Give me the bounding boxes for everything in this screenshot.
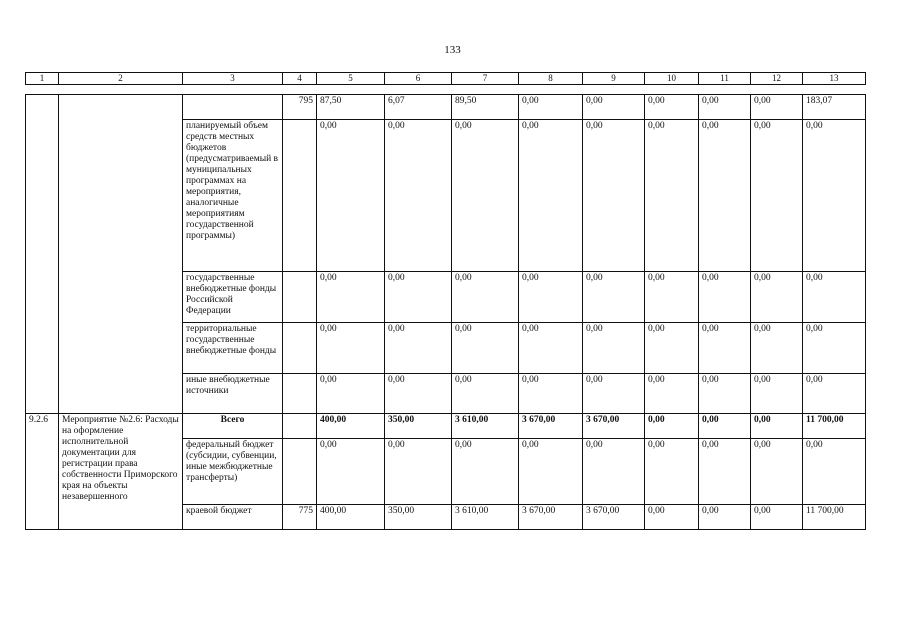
- cell-value: 0,00: [317, 323, 385, 374]
- cell-value: 0,00: [751, 505, 803, 530]
- cell-code: 795: [283, 95, 317, 120]
- cell-value: 11 700,00: [803, 414, 866, 439]
- cell-value: 0,00: [317, 120, 385, 272]
- cell-value: 0,00: [751, 95, 803, 120]
- cell-value: 0,00: [699, 439, 751, 505]
- cell-value: 0,00: [452, 120, 519, 272]
- cell-event: [59, 95, 183, 414]
- cell-value: 0,00: [645, 414, 699, 439]
- cell-value: 3 670,00: [583, 414, 645, 439]
- cell-value: 87,50: [317, 95, 385, 120]
- cell-value: 400,00: [317, 505, 385, 530]
- cell-value: 0,00: [645, 95, 699, 120]
- cell-value: 0,00: [385, 120, 452, 272]
- cell-value: 0,00: [803, 272, 866, 323]
- cell-value: 0,00: [645, 323, 699, 374]
- cell-value: 3 670,00: [519, 505, 583, 530]
- cell-value: 0,00: [317, 374, 385, 414]
- cell-value: 0,00: [645, 439, 699, 505]
- cell-value: 11 700,00: [803, 505, 866, 530]
- cell-value: 0,00: [751, 272, 803, 323]
- cell-value: 0,00: [699, 374, 751, 414]
- cell-value: 0,00: [583, 323, 645, 374]
- cell-value: 0,00: [803, 374, 866, 414]
- cell-source: федеральный бюджет (субсидии, субвенции, иные межбюджетные трансферты): [183, 439, 283, 505]
- cell-value: 0,00: [583, 120, 645, 272]
- cell-source: иные внебюджетные источники: [183, 374, 283, 414]
- column-header: 9: [583, 73, 645, 85]
- cell-value: 0,00: [583, 439, 645, 505]
- column-header: 6: [385, 73, 452, 85]
- cell-code: [283, 374, 317, 414]
- cell-value: 0,00: [751, 414, 803, 439]
- cell-value: 3 670,00: [583, 505, 645, 530]
- cell-value: 350,00: [385, 505, 452, 530]
- cell-number: 9.2.6: [26, 414, 59, 530]
- cell-value: 0,00: [452, 374, 519, 414]
- cell-value: 400,00: [317, 414, 385, 439]
- cell-value: 350,00: [385, 414, 452, 439]
- cell-value: 0,00: [385, 323, 452, 374]
- cell-value: 0,00: [385, 374, 452, 414]
- cell-value: 0,00: [519, 323, 583, 374]
- cell-value: 0,00: [751, 439, 803, 505]
- cell-value: 183,07: [803, 95, 866, 120]
- column-header: 10: [645, 73, 699, 85]
- cell-value: 0,00: [699, 95, 751, 120]
- cell-source: государственные внебюджетные фонды Российской Федерации: [183, 272, 283, 323]
- cell-value: 0,00: [751, 120, 803, 272]
- column-header: 8: [519, 73, 583, 85]
- cell-source: краевой бюджет: [183, 505, 283, 530]
- cell-value: 3 610,00: [452, 505, 519, 530]
- cell-value: 0,00: [699, 272, 751, 323]
- cell-source: [183, 95, 283, 120]
- cell-value: 0,00: [519, 374, 583, 414]
- cell-value: 0,00: [645, 374, 699, 414]
- column-header: 4: [283, 73, 317, 85]
- column-header-row: [26, 73, 866, 85]
- cell-source: планируемый объем средств местных бюджетов (предусматриваемый в муниципальных программах на мероприятия, аналогичные мероприятиям государственной программы): [183, 120, 283, 272]
- cell-value: 89,50: [452, 95, 519, 120]
- cell-value: 0,00: [645, 120, 699, 272]
- cell-code: [283, 120, 317, 272]
- cell-value: 0,00: [519, 120, 583, 272]
- cell-value: 0,00: [583, 374, 645, 414]
- cell-value: 0,00: [751, 323, 803, 374]
- cell-value: 0,00: [699, 323, 751, 374]
- cell-code: [283, 439, 317, 505]
- cell-value: 0,00: [452, 272, 519, 323]
- cell-value: 0,00: [803, 439, 866, 505]
- cell-value: 0,00: [699, 414, 751, 439]
- cell-code: [283, 272, 317, 323]
- cell-source: Всего: [183, 414, 283, 439]
- cell-value: 3 670,00: [519, 414, 583, 439]
- column-header-table: [25, 72, 866, 85]
- column-header: 12: [751, 73, 803, 85]
- column-header: 3: [183, 73, 283, 85]
- column-header: 13: [803, 73, 866, 85]
- cell-value: 6,07: [385, 95, 452, 120]
- cell-value: 0,00: [317, 272, 385, 323]
- cell-code: [283, 323, 317, 374]
- budget-table: [25, 94, 866, 530]
- cell-value: 0,00: [385, 272, 452, 323]
- cell-value: 0,00: [385, 439, 452, 505]
- cell-value: 0,00: [645, 505, 699, 530]
- cell-code: 775: [283, 505, 317, 530]
- cell-value: 0,00: [519, 95, 583, 120]
- cell-value: 0,00: [519, 272, 583, 323]
- column-header: 7: [452, 73, 519, 85]
- cell-value: 0,00: [452, 439, 519, 505]
- cell-value: 3 610,00: [452, 414, 519, 439]
- cell-value: 0,00: [583, 95, 645, 120]
- cell-value: 0,00: [803, 120, 866, 272]
- table-row: [26, 95, 866, 120]
- cell-value: 0,00: [803, 323, 866, 374]
- page-number: 133: [444, 44, 461, 56]
- table-row: [26, 414, 866, 439]
- cell-value: 0,00: [583, 272, 645, 323]
- cell-value: 0,00: [645, 272, 699, 323]
- cell-code: [283, 414, 317, 439]
- column-header: 2: [59, 73, 183, 85]
- cell-value: 0,00: [699, 120, 751, 272]
- cell-value: 0,00: [452, 323, 519, 374]
- cell-source: территориальные государственные внебюджетные фонды: [183, 323, 283, 374]
- column-header: 11: [699, 73, 751, 85]
- cell-event: Мероприятие №2.6: Расходы на оформление исполнительной документации для регистрации права собственности Приморского края на объекты незавершенного: [59, 414, 183, 530]
- cell-value: 0,00: [751, 374, 803, 414]
- column-header: 5: [317, 73, 385, 85]
- cell-value: 0,00: [317, 439, 385, 505]
- cell-value: 0,00: [519, 439, 583, 505]
- column-header: 1: [26, 73, 59, 85]
- cell-value: 0,00: [699, 505, 751, 530]
- cell-number: [26, 95, 59, 414]
